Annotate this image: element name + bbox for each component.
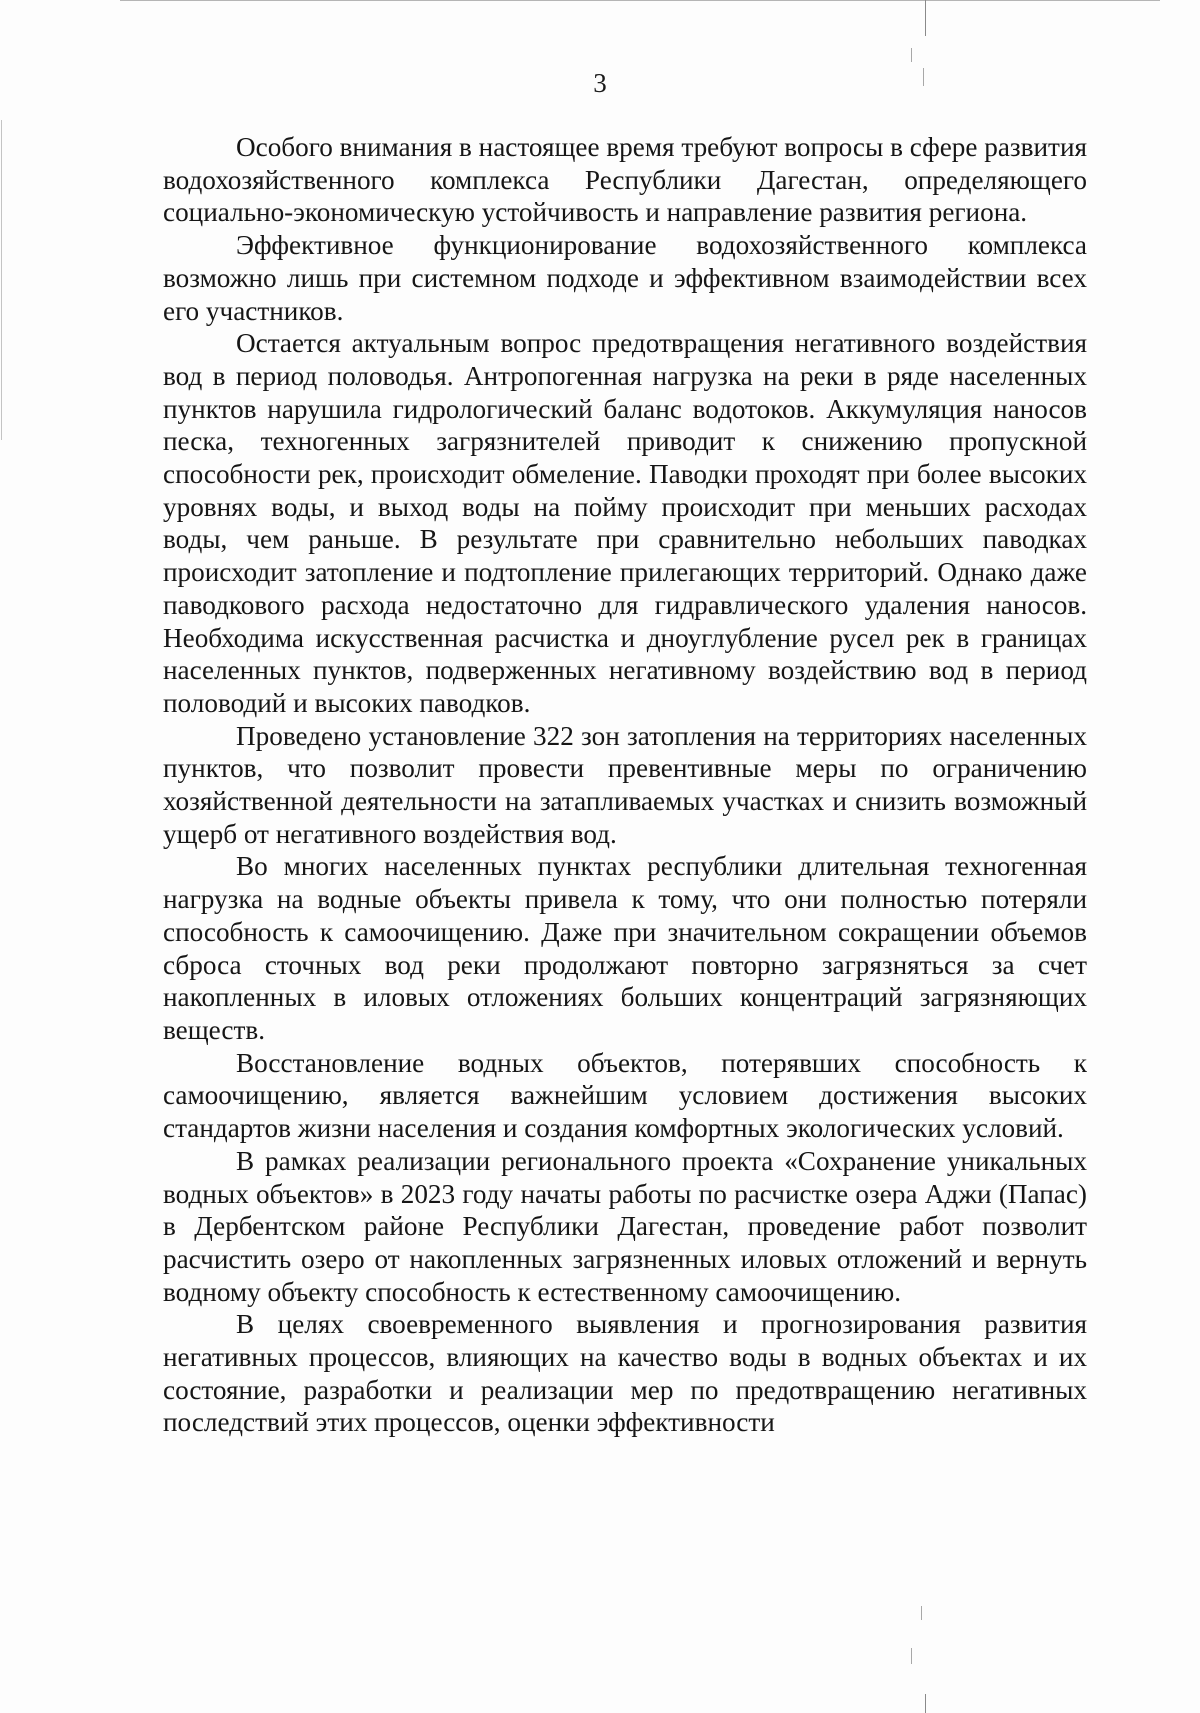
page-number: 3 xyxy=(593,68,607,98)
scan-artifact-right-bottom-3 xyxy=(921,1606,922,1620)
scan-artifact-left-edge xyxy=(1,120,2,440)
paragraph: Восстановление водных объектов, потерявших способность к самоочищению, является важнейшим условием достижения высоких стандартов жизни населения и создания комфортных экологических условий. xyxy=(163,1047,1087,1144)
paragraph: Проведено установление 322 зон затопления на территориях населенных пунктов, что позволит провести превентивные меры по ограничению хозяйственной деятельности на затапливаемых участках и снизить возможный ущерб от негативного воздействия вод. xyxy=(163,720,1087,849)
document-body xyxy=(163,131,1087,1439)
paragraph: Во многих населенных пунктах республики длительная техногенная нагрузка на водные объекты привела к тому, что они полностью потеряли способность к самоочищению. Даже при значительном сокращении объемов сброса сточных вод реки продолжают повторно загрязняться за счет накопленных в иловых отложениях больших концентраций загрязняющих веществ. xyxy=(163,851,1087,1045)
paragraph: В рамках реализации регионального проекта «Сохранение уникальных водных объектов» в 2023 году начаты работы по расчистке озера Аджи (Папас) в Дербентском районе Республики Дагестан, проведение работ позволит расчистить озеро от накопленных загрязненных иловых отложений и вернуть водному объекту способность к естественному самоочищению. xyxy=(163,1145,1087,1307)
paragraph: Эффективное функционирование водохозяйственного комплекса возможно лишь при системном подходе и эффективном взаимодействии всех его участников. xyxy=(163,230,1087,326)
scan-artifact-top-line xyxy=(120,0,1160,1)
scan-artifact-right-top xyxy=(925,0,926,36)
scan-artifact-right-bottom xyxy=(925,1694,926,1713)
paragraph: Особого внимания в настоящее время требуют вопросы в сфере развития водохозяйственного комплекса Республики Дагестан, определяющего социально-экономическую устойчивость и направление развития региона. xyxy=(163,132,1087,228)
paragraph: Остается актуальным вопрос предотвращения негативного воздействия вод в период половодья. Антропогенная нагрузка на реки в ряде населенных пунктов нарушила гидрологический баланс водотоков. Аккумуляция наносов песка, техногенных загрязнителей приводит к снижению пропускной способности рек, происходит обмеление. Паводки проходят при более высоких уровнях воды, и выход воды на пойму происходит при меньших расходах воды, чем раньше. В результате при сравнительно небольших паводках происходит затопление и подтопление прилегающих территорий. Однако даже паводкового расхода недостаточно для гидравлического удаления наносов. Необходима искусственная расчистка и дноуглубление русел рек в границах населенных пунктов, подверженных негативному воздействию вод в период половодий и высоких паводков. xyxy=(163,328,1087,718)
scan-artifact-right-bottom-2 xyxy=(911,1648,912,1664)
scan-artifact-right-top-2 xyxy=(911,48,912,62)
paragraph: В целях своевременного выявления и прогнозирования развития негативных процессов, влияющих на качество воды в водных объектах и их состояние, разработки и реализации мер по предотвращению негативных последствий этих процессов, оценки эффективности xyxy=(163,1309,1087,1438)
